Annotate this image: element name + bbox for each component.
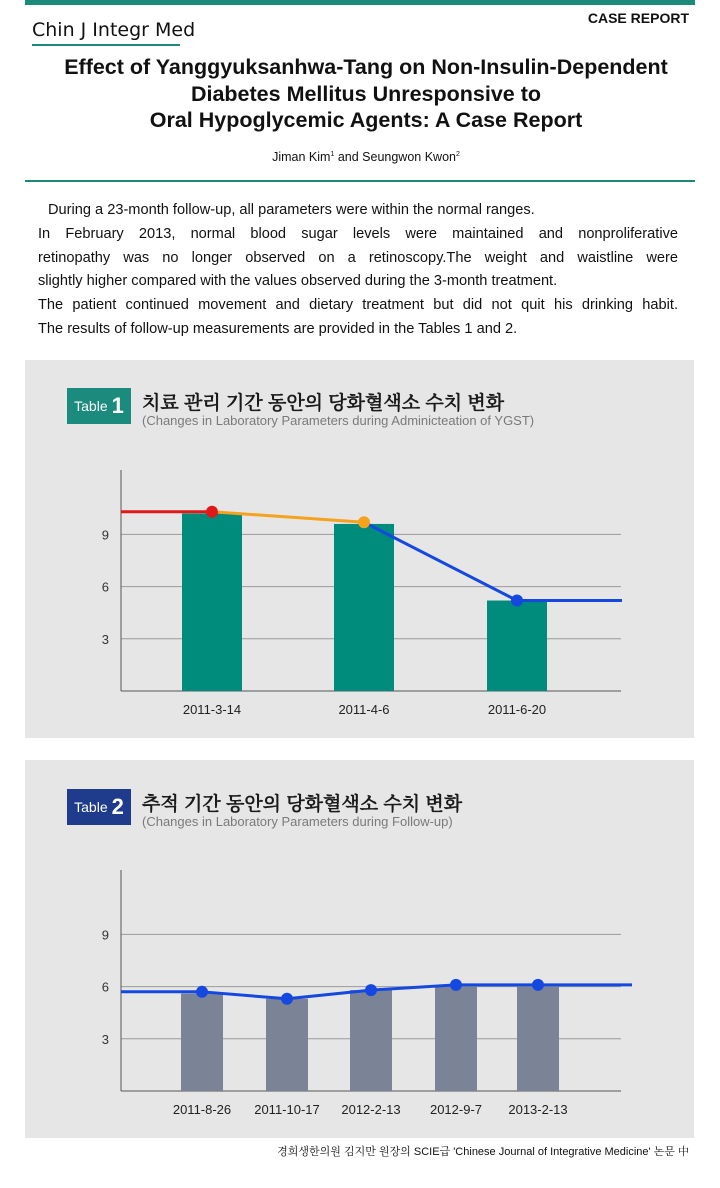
data-point [358,516,370,528]
badge-word: Table [74,398,108,414]
badge-number: 1 [111,393,124,418]
x-tick-label: 2012-9-7 [429,1102,483,1117]
title-line: Oral Hypoglycemic Agents: A Case Report [149,108,583,132]
data-point [281,993,293,1005]
paragraph-line: During a 23-month follow-up, all parameters were within the normal ranges. [48,202,535,218]
x-tick-label: 2012-2-13 [341,1102,401,1117]
x-tick-label: 2011-6-20 [487,702,547,717]
author-separator: and [334,150,363,164]
data-point [196,986,208,998]
bar [182,514,242,691]
section-divider [25,180,695,182]
y-tick-label: 9 [101,927,109,943]
bar [435,987,477,1091]
paragraph-line: slightly higher compared with the values observed during the 3-month treatment. [38,273,558,290]
table2-chart [25,760,694,1138]
journal-underline [32,44,180,46]
paragraph-line: The results of follow-up measurements are provided in the Tables 1 and 2. [38,320,518,337]
data-point [532,979,544,991]
author-name: Jiman Kim [272,150,331,164]
data-point [365,984,377,996]
x-tick-label: 2011-10-17 [254,1102,320,1117]
y-tick-label: 3 [101,1031,109,1047]
badge-number: 2 [111,794,124,819]
y-tick-label: 9 [101,527,109,543]
x-tick-label: 2011-8-26 [172,1102,232,1117]
bar [487,601,547,691]
x-tick-label: 2011-4-6 [338,702,390,717]
bar [181,994,223,1091]
x-tick-label: 2011-3-14 [182,702,242,717]
authors [25,150,707,164]
article-title [25,54,707,134]
table2-subtitle: (Changes in Laboratory Parameters during Follow-up) [142,814,453,829]
table1-subtitle: (Changes in Laboratory Parameters during Adminicteation of YGST) [142,413,535,428]
paragraph-line: retinopathy was no longer observed on a retinoscopy.The weight and waistline were [38,249,678,266]
author-name: Seungwon Kwon [362,150,456,164]
paragraph-line: In February 2013, normal blood sugar levels were maintained and nonproliferative [38,225,678,242]
bar [334,524,394,691]
table1-chart [25,360,694,738]
title-line: Effect of Yanggyuksanhwa-Tang on Non-Insulin-Dependent [64,55,668,79]
bar [266,999,308,1091]
data-point [511,595,523,607]
y-tick-label: 3 [101,631,109,647]
section-label: CASE REPORT [587,10,689,26]
top-accent-bar [25,0,695,5]
x-tick-label: 2013-2-13 [508,1102,568,1117]
journal-name: Chin J Integr Med [32,19,196,41]
body-paragraph [38,199,678,342]
table2-title: 추적 기간 동안의 당화혈색소 수치 변화 [142,794,463,815]
bar [350,990,392,1091]
badge-word: Table [74,799,108,815]
table1-panel [25,360,694,738]
paragraph-line: The patient continued movement and dietary treatment but did not quit his drinking habit. [38,297,678,314]
author-affiliation: 1 [330,150,335,158]
y-tick-label: 6 [101,579,109,595]
author-affiliation: 2 [455,150,460,158]
bar [517,987,559,1091]
y-tick-label: 6 [101,979,109,995]
table2-panel [25,760,694,1138]
table1-title: 치료 관리 기간 동안의 당화혈색소 수치 변화 [142,393,505,414]
title-line: Diabetes Mellitus Unresponsive to [190,81,542,106]
data-point [450,979,462,991]
footer-note: 경희생한의원 김지만 원장의 SCIE급 'Chinese Journal of Integrative Medicine' 논문 中 [277,1146,689,1158]
data-point [206,506,218,518]
